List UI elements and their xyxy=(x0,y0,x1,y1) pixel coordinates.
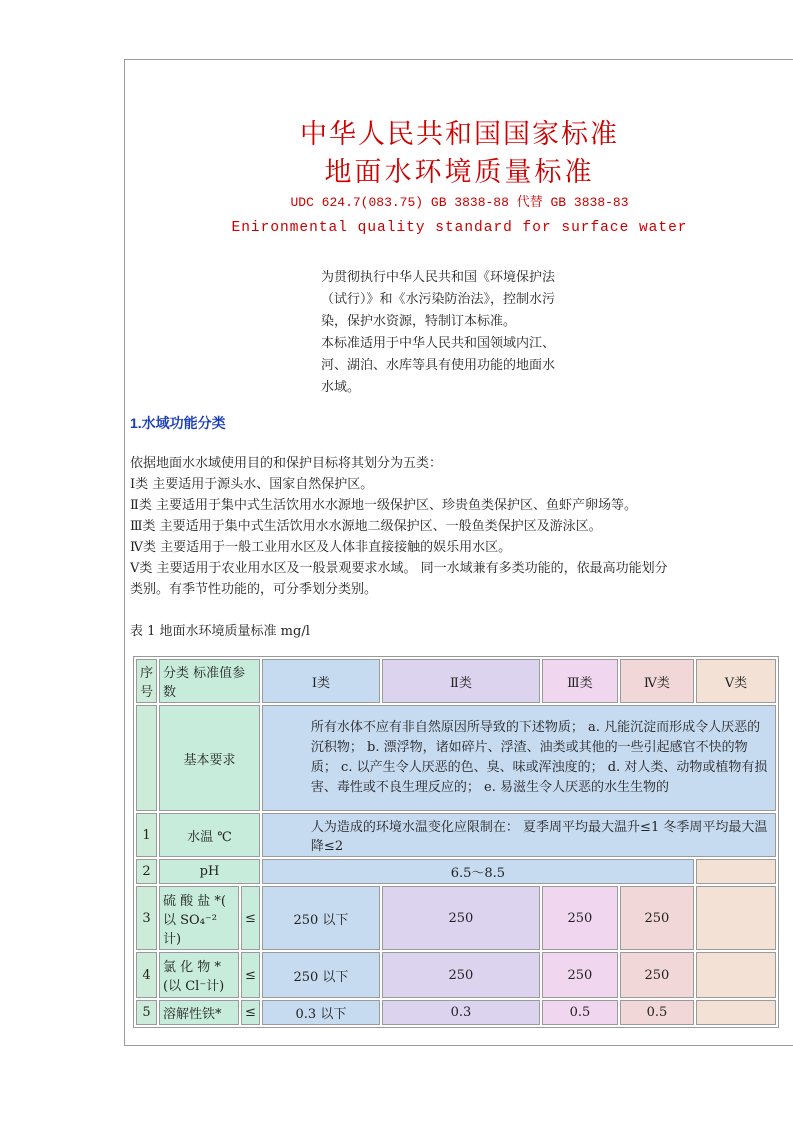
param-cell: 硫 酸 盐 *( 以 SO₄⁻² 计) xyxy=(159,886,239,950)
body-line: 依据地面水水域使用目的和保护目标将其划分为五类： xyxy=(130,456,443,471)
intro-line: 本标准适用于中华人民共和国领域内江、 xyxy=(321,336,556,351)
value-cell: 250 以下 xyxy=(262,952,380,998)
document-frame xyxy=(124,59,793,1046)
header-class-V: Ⅴ类 xyxy=(696,659,776,703)
body-line: 类别。有季节性功能的，可分季划分类别。 xyxy=(130,582,378,597)
value-cell: 0.3 xyxy=(382,1000,540,1025)
header-seq: 序号 xyxy=(136,659,157,703)
page-title: 中华人民共和国国家标准 xyxy=(300,119,619,150)
seq-cell: 5 xyxy=(136,1000,157,1025)
header-class-III: Ⅲ类 xyxy=(542,659,618,703)
operator-cell: ≤ xyxy=(241,1000,260,1025)
value-cell: 250 xyxy=(382,886,540,950)
header-class-IV: Ⅳ类 xyxy=(620,659,694,703)
value-cell: 0.3 以下 xyxy=(262,1000,380,1025)
body-line: Ⅳ类 主要适用于一般工业用水区及人体非直接接触的娱乐用水区。 xyxy=(130,540,512,555)
header-category: 分类 标准值参数 xyxy=(159,659,260,703)
table-caption: 表 1 地面水环境质量标准 mg/l xyxy=(130,624,310,639)
operator-cell: ≤ xyxy=(241,952,260,998)
basic-requirement-text: 所有水体不应有非自然原因所导致的下述物质； a. 凡能沉淀而形成令人厌恶的沉积物； b. 漂浮物，诸如碎片、浮渣、油类或其他的一些引起感官不快的物质； c. 以产生令人厌恶的色、臭、味或浑浊度的； d. 对人类、动物或植物有损害、毒性或不良生理反应的； e. 易滋生令人厌恶的水生生物的 xyxy=(262,705,776,811)
value-cell xyxy=(696,886,776,950)
value-cell: 250 xyxy=(382,952,540,998)
body-line: Ⅲ类 主要适用于集中式生活饮用水水源地二级保护区、一般鱼类保护区及游泳区。 xyxy=(130,519,602,534)
seq-cell: 3 xyxy=(136,886,157,950)
value-cell xyxy=(696,952,776,998)
classification-text xyxy=(130,453,793,600)
intro-line: 水域。 xyxy=(321,380,361,395)
seq-cell: 1 xyxy=(136,813,157,857)
param-cell: pH xyxy=(159,859,260,884)
standards-table xyxy=(133,656,779,1028)
table-header-row xyxy=(136,659,776,703)
intro-line: 为贯彻执行中华人民共和国《环境保护法 xyxy=(321,270,556,285)
param-cell: 溶解性铁* xyxy=(159,1000,239,1025)
body-line: Ⅰ类 主要适用于源头水、国家自然保护区。 xyxy=(130,477,374,492)
section-heading: 1.水域功能分类 xyxy=(130,415,226,431)
param-cell: 基本要求 xyxy=(159,705,260,811)
udc-line: UDC 624.7(083.75) GB 3838-88 代替 GB 3838-83 xyxy=(290,195,629,210)
value-cell: 250 xyxy=(542,886,618,950)
intro-line: （试行）》和《水污染防治法》，控制水污 xyxy=(321,292,556,307)
english-title: Enironmental quality standard for surface water xyxy=(231,220,688,236)
merged-value-cell: 人为造成的环境水温变化应限制在： 夏季周平均最大温升≤1 冬季周平均最大温降≤2 xyxy=(262,813,776,857)
seq-cell xyxy=(136,705,157,811)
table-row xyxy=(136,1000,776,1025)
operator-cell: ≤ xyxy=(241,886,260,950)
value-cell: 250 xyxy=(620,886,694,950)
seq-cell: 4 xyxy=(136,952,157,998)
param-cell: 水温 ℃ xyxy=(159,813,260,857)
table-row xyxy=(136,705,776,811)
value-cell: 0.5 xyxy=(620,1000,694,1025)
intro-paragraph xyxy=(321,267,621,399)
param-cell: 氯 化 物 *(以 Cl⁻计) xyxy=(159,952,239,998)
body-line: Ⅴ类 主要适用于农业用水区及一般景观要求水域。 同一水域兼有多类功能的，依最高功能划分 xyxy=(130,561,668,576)
intro-line: 河、湖泊、水库等具有使用功能的地面水 xyxy=(321,358,556,373)
value-cell: 0.5 xyxy=(542,1000,618,1025)
page-subtitle: 地面水环境质量标准 xyxy=(324,157,595,188)
header-class-II: Ⅱ类 xyxy=(382,659,540,703)
table-row xyxy=(136,886,776,950)
value-cell: 250 以下 xyxy=(262,886,380,950)
value-cell xyxy=(696,1000,776,1025)
table-row xyxy=(136,813,776,857)
merged-value-cell: 6.5～8.5 xyxy=(262,859,694,884)
seq-cell: 2 xyxy=(136,859,157,884)
value-cell: 250 xyxy=(620,952,694,998)
intro-line: 染，保护水资源，特制订本标准。 xyxy=(321,314,517,329)
value-cell xyxy=(696,859,776,884)
body-line: Ⅱ类 主要适用于集中式生活饮用水水源地一级保护区、珍贵鱼类保护区、鱼虾产卵场等。 xyxy=(130,498,637,513)
table-row xyxy=(136,859,776,884)
header-class-I: Ⅰ类 xyxy=(262,659,380,703)
value-cell: 250 xyxy=(542,952,618,998)
table-row xyxy=(136,952,776,998)
